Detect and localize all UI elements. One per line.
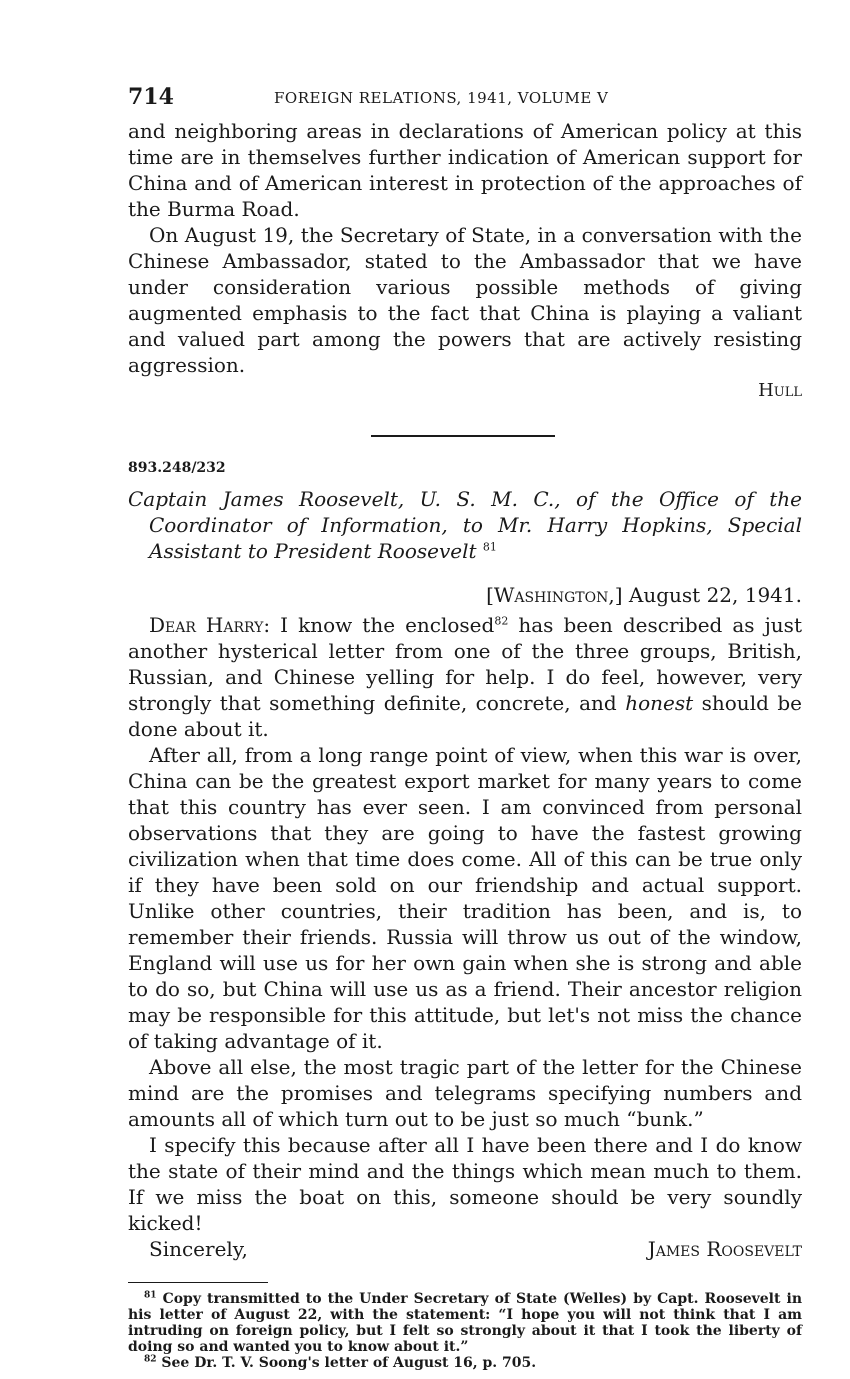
section-divider [371, 435, 555, 437]
letter-text: has been described as just another hysterical letter from one of the three groups, British, Russian, and Chinese yelling for help. I do feel, however, very strongly that something definite, concrete, and [128, 613, 802, 715]
footnote-81 [128, 1291, 802, 1355]
letter-closing [128, 1236, 802, 1262]
signature-roosevelt: James Roosevelt [647, 1237, 802, 1261]
letter-text: I know the enclosed [280, 613, 495, 637]
letter-paragraph-3: Above all else, the most tragic part of the letter for the Chinese mind are the promises and telegrams specifying numbers and amounts all of which turn out to be just so much “bunk.” [128, 1055, 802, 1131]
footnote-marker: 81 [144, 1290, 157, 1301]
continuation-paragraph: and neighboring areas in declarations of American policy at this time are in themselves further indication of American support for China and of American interest in protection of the approaches of the Burma Road. [128, 119, 802, 221]
closing: Sincerely, [149, 1237, 248, 1261]
letter-paragraph-1 [128, 612, 802, 742]
footnote-text: Copy transmitted to the Under Secretary of State (Welles) by Capt. Roosevelt in his letter of August 22, with the statement: “I hope you will not think that I am intruding on foreign policy, but I felt so strongly about it that I took the liberty of doing so and wanted you to know about it.” [128, 1291, 802, 1355]
footnote-ref-82: 82 [494, 614, 509, 628]
letter-paragraph-2: After all, from a long range point of view, when this war is over, China can be the greatest export market for many years to come that this country has ever seen. I am convinced from personal observations that they are going to have the fastest growing civilization when that time does come. All of this can be true only if they have been sold on our friendship and actual support. Unlike other countries, their tradition has been, and is, to remember their friends. Russia will throw us out of the window, England will use us for her own gain when she is strong and able to do so, but China will use us as a friend. Their ancestor religion may be responsible for this attitude, but let's not miss the chance of taking advantage of it. [128, 743, 802, 1053]
emphasis-word: honest [625, 691, 694, 715]
page-header [128, 84, 802, 118]
dateline: [Washington,] August 22, 1941. [486, 583, 802, 607]
signature-hull: Hull [758, 380, 802, 401]
running-head: FOREIGN RELATIONS, 1941, VOLUME V [274, 89, 609, 107]
file-number: 893.248/232 [128, 460, 226, 476]
footnote-ref-81: 81 [482, 540, 497, 554]
dateline-place: Washington, [493, 583, 615, 607]
letter-paragraph-4: I specify this because after all I have been there and I do know the state of their mind and the things which mean much to them. If we miss the boat on this, someone should be very soundly kicked! [128, 1133, 802, 1235]
continuation-paragraph-2: On August 19, the Secretary of State, in a conversation with the Chinese Ambassador, stated to the Ambassador that we have under consideration various possible methods of giving augmented emphasis to the fact that China is playing a valiant and valued part among the powers that are actively resisting aggression. [128, 223, 802, 377]
document-title [128, 486, 802, 564]
document-title-text: Captain James Roosevelt, U. S. M. C., of the Office of the Coordinator of Information, to Mr. Harry Hopkins, Special Assistant to President Roosevelt [128, 487, 802, 563]
salutation: Dear Harry: [149, 613, 271, 637]
letter-text: should be done about it. [128, 691, 803, 741]
dateline-date: August 22, 1941. [628, 583, 802, 607]
page [128, 84, 802, 1371]
footnote-text: See Dr. T. V. Soong's letter of August 16, p. 705. [161, 1355, 537, 1371]
footnote-82 [128, 1355, 802, 1371]
footnote-marker: 82 [144, 1354, 157, 1365]
page-number: 714 [128, 84, 174, 110]
footnotes [128, 1291, 802, 1371]
footnote-divider [128, 1282, 268, 1283]
